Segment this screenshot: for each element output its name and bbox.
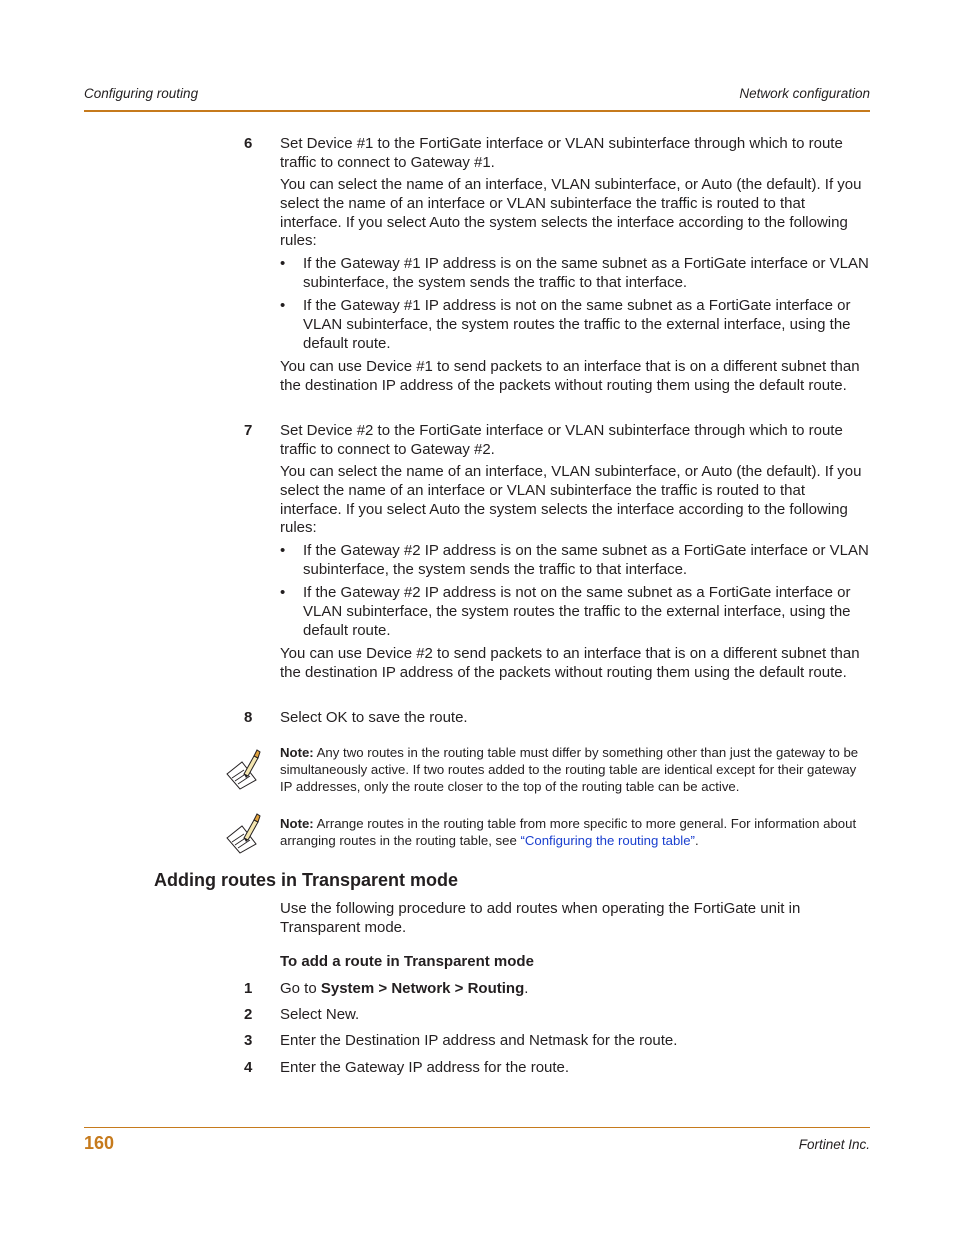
step-paragraph: You can use Device #2 to send packets to an interface that is on a different subnet than the destination IP address of the packets without routing them using the default route. — [280, 645, 860, 681]
bullet-item: If the Gateway #1 IP address is on the same subnet as a FortiGate interface or VLAN subinterface, the system sends the traffic to that interface. — [303, 255, 869, 291]
step-number: 3 — [244, 1032, 253, 1049]
bullet-marker: • — [280, 584, 286, 601]
bullet-marker: • — [280, 542, 286, 559]
note-label: Note: — [280, 816, 314, 831]
step-text: Enter the Gateway IP address for the route. — [280, 1059, 570, 1076]
routing-table-link[interactable]: “Configuring the routing table” — [520, 833, 695, 848]
bullet-item: If the Gateway #1 IP address is not on the same subnet as a FortiGate interface or VLAN subinterface, the system routes the traffic to the external interface, using the default route. — [303, 297, 851, 352]
note-end: . — [694, 833, 699, 848]
step-text: Select New. — [280, 1006, 360, 1023]
note-pencil-icon — [222, 812, 266, 854]
page-footer — [84, 1127, 870, 1153]
step-number: 7 — [244, 422, 253, 439]
step-text: Set Device #2 to the FortiGate interface or VLAN subinterface through which to route traffic to connect to Gateway #2. — [280, 422, 843, 458]
page-header — [84, 86, 870, 112]
step-paragraph: You can select the name of an interface, VLAN subinterface, or Auto (the default). If you select the name of an interface or VLAN subinterface the traffic is routed to that interface. If you select Auto the system selects the interface according to the following rules: — [280, 176, 862, 250]
menu-path: System > Network > Routing — [320, 980, 525, 997]
bullet-item: If the Gateway #2 IP address is on the same subnet as a FortiGate interface or VLAN subinterface, the system sends the traffic to that interface. — [303, 542, 869, 578]
note-label: Note: — [280, 745, 314, 760]
bullet-marker: • — [280, 255, 286, 272]
page-number: 160 — [84, 1133, 115, 1153]
procedure-title: To add a route in Transparent mode — [280, 953, 534, 970]
step-text: Enter the Destination IP address and Netmask for the route. — [280, 1032, 678, 1049]
note-body: Any two routes in the routing table must differ by something other than just the gateway to be simultaneously active. If two routes added to the routing table are identical except for their gateway IP addresses, only the route closer to the top of the routing table can be active. — [280, 745, 859, 794]
note-text — [280, 815, 870, 849]
step-number: 6 — [244, 135, 253, 152]
header-chapter: Configuring routing — [84, 86, 199, 101]
step-paragraph: You can use Device #1 to send packets to an interface that is on a different subnet than the destination IP address of the packets without routing them using the default route. — [280, 358, 860, 394]
step-number: 1 — [244, 980, 253, 997]
step-number: 4 — [244, 1059, 253, 1076]
header-section: Network configuration — [739, 86, 870, 101]
section-intro: Use the following procedure to add routes when operating the FortiGate unit in Transparent mode. — [280, 900, 801, 936]
step-number: 8 — [244, 709, 253, 726]
section-heading: Adding routes in Transparent mode — [154, 870, 459, 890]
step-text: Select OK to save the route. — [280, 709, 468, 726]
step-paragraph: You can select the name of an interface, VLAN subinterface, or Auto (the default). If you select the name of an interface or VLAN subinterface the traffic is routed to that interface. If you select Auto the system selects the interface according to the following rules: — [280, 463, 862, 537]
step-text: Set Device #1 to the FortiGate interface or VLAN subinterface through which to route traffic to connect to Gateway #1. — [280, 135, 843, 171]
step-text — [280, 980, 870, 999]
bullet-item: If the Gateway #2 IP address is not on the same subnet as a FortiGate interface or VLAN subinterface, the system routes the traffic to the external interface, using the default route. — [303, 584, 851, 639]
step-text-post: . — [524, 980, 529, 997]
step-number: 2 — [244, 1006, 253, 1023]
footer-company: Fortinet Inc. — [798, 1137, 870, 1152]
note-body: Arrange routes in the routing table from more specific to more general. For information about arranging routes in the routing table, see — [280, 816, 857, 848]
bullet-marker: • — [280, 297, 286, 314]
note-text — [280, 744, 870, 795]
step-text-pre: Go to — [280, 980, 321, 997]
note-pencil-icon — [222, 748, 266, 790]
